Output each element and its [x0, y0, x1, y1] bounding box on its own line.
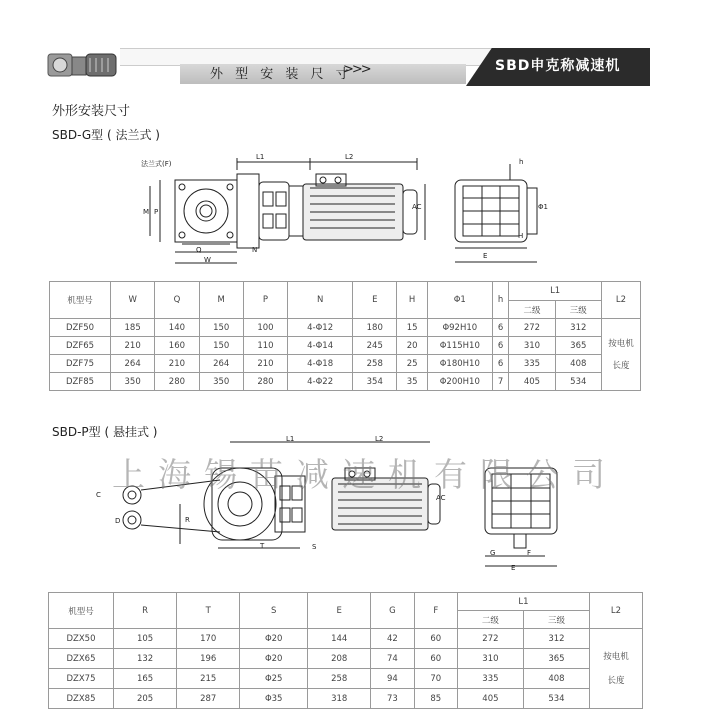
p-cell: Φ20 — [240, 649, 308, 669]
g-cell: 350 — [111, 373, 155, 391]
p-col-l1-three: 三级 — [523, 611, 589, 629]
p-cell: 272 — [457, 629, 523, 649]
g-type-drawing — [130, 140, 650, 270]
g-cell: 264 — [111, 355, 155, 373]
g-cell: Φ180H10 — [427, 355, 492, 373]
table-row — [50, 337, 641, 355]
g-cell: 150 — [199, 337, 243, 355]
p-l2-note-2: 长度 — [607, 675, 625, 686]
g-cell: 4-Φ14 — [288, 337, 353, 355]
p-col-l2: L2 — [590, 593, 643, 629]
g-label-h: h — [519, 158, 524, 166]
g-cell: 4-Φ18 — [288, 355, 353, 373]
g-cell: 272 — [509, 319, 555, 337]
g-col-n: N — [288, 282, 353, 319]
g-cell: 6 — [492, 337, 509, 355]
g-cell: 264 — [199, 355, 243, 373]
header-subtitle: 外 型 安 装 尺 寸 — [210, 67, 353, 82]
p-cell: 365 — [523, 649, 589, 669]
p-cell: Φ20 — [240, 629, 308, 649]
g-cell: DZF85 — [50, 373, 111, 391]
p-cell: 310 — [457, 649, 523, 669]
p-cell: 42 — [371, 629, 414, 649]
g-col-e: E — [353, 282, 397, 319]
p-cell: 196 — [177, 649, 240, 669]
g-label-n: N — [252, 246, 258, 254]
p-label-g: G — [490, 549, 496, 557]
g-cell: 310 — [509, 337, 555, 355]
g-label-phi1: Φ1 — [538, 203, 548, 211]
g-cell: 312 — [555, 319, 601, 337]
g-col-h: h — [492, 282, 509, 319]
g-label-ac: AC — [412, 203, 422, 211]
p-cell: DZX50 — [49, 629, 114, 649]
g-cell: 6 — [492, 355, 509, 373]
p-label-f: F — [527, 549, 532, 557]
section-title: 外形安装尺寸 — [52, 104, 131, 119]
g-type-title: SBD-G型 ( 法兰式 ) — [52, 128, 160, 142]
g-cell: 160 — [155, 337, 199, 355]
table-row — [50, 373, 641, 391]
p-cell: 408 — [523, 669, 589, 689]
header-title: SBD申克称减速机 — [495, 58, 621, 74]
table-row — [49, 649, 643, 669]
p-cell: 318 — [308, 689, 371, 709]
g-cell: 408 — [555, 355, 601, 373]
table-row — [49, 669, 643, 689]
p-cell: 205 — [114, 689, 177, 709]
p-cell: 70 — [414, 669, 457, 689]
p-cell: 94 — [371, 669, 414, 689]
g-cell: DZF75 — [50, 355, 111, 373]
p-cell: 208 — [308, 649, 371, 669]
p-cell: 60 — [414, 649, 457, 669]
g-cell: 350 — [199, 373, 243, 391]
g-cell: Φ200H10 — [427, 373, 492, 391]
table-row — [50, 355, 641, 373]
table-row — [49, 629, 643, 649]
g-cell: 110 — [243, 337, 287, 355]
g-label-p: P — [154, 208, 159, 216]
g-cell: 210 — [243, 355, 287, 373]
p-cell: 312 — [523, 629, 589, 649]
p-col-f: F — [414, 593, 457, 629]
g-cell: 140 — [155, 319, 199, 337]
g-cell: DZF50 — [50, 319, 111, 337]
table-row — [50, 319, 641, 337]
p-cell: 215 — [177, 669, 240, 689]
g-cell: 4-Φ22 — [288, 373, 353, 391]
p-l2-note — [590, 629, 643, 709]
g-col-model: 机型号 — [50, 282, 111, 319]
g-cell: 35 — [397, 373, 427, 391]
p-col-e: E — [308, 593, 371, 629]
g-type-table — [49, 281, 641, 391]
g-col-l1-two: 二级 — [509, 301, 555, 319]
p-cell: DZX65 — [49, 649, 114, 669]
p-label-l2: L2 — [375, 435, 384, 443]
g-cell: 210 — [155, 355, 199, 373]
p-cell: 105 — [114, 629, 177, 649]
g-cell: 6 — [492, 319, 509, 337]
g-cell: 7 — [492, 373, 509, 391]
g-col-q: Q — [155, 282, 199, 319]
p-cell: 60 — [414, 629, 457, 649]
g-l2-note-2: 长度 — [612, 360, 630, 371]
gearmotor-logo-icon — [44, 48, 122, 82]
p-cell: 287 — [177, 689, 240, 709]
g-col-l1: L1 — [509, 282, 602, 301]
g-cell: 20 — [397, 337, 427, 355]
p-cell: 73 — [371, 689, 414, 709]
p-cell: 335 — [457, 669, 523, 689]
g-cell: 185 — [111, 319, 155, 337]
p-cell: 258 — [308, 669, 371, 689]
g-label-l1: L1 — [256, 153, 265, 161]
p-cell: Φ25 — [240, 669, 308, 689]
p-label-c: C — [96, 491, 101, 499]
g-cell: 534 — [555, 373, 601, 391]
g-cell: 365 — [555, 337, 601, 355]
g-label-flange: 法兰式(F) — [141, 160, 172, 168]
g-col-phi1: Φ1 — [427, 282, 492, 319]
g-label-m: M — [143, 208, 150, 216]
p-cell: 132 — [114, 649, 177, 669]
g-cell: 354 — [353, 373, 397, 391]
p-col-r: R — [114, 593, 177, 629]
p-cell: 85 — [414, 689, 457, 709]
p-col-t: T — [177, 593, 240, 629]
g-cell: 280 — [155, 373, 199, 391]
g-cell: 335 — [509, 355, 555, 373]
p-col-s: S — [240, 593, 308, 629]
g-col-m: M — [199, 282, 243, 319]
p-cell: Φ35 — [240, 689, 308, 709]
g-col-hH: H — [397, 282, 427, 319]
p-label-r: R — [185, 516, 190, 524]
p-label-ac: AC — [436, 494, 446, 502]
header-chevrons: >>> — [343, 62, 370, 77]
p-type-table — [48, 592, 643, 709]
g-label-w: W — [204, 256, 211, 264]
p-label-e: E — [511, 564, 516, 572]
p-label-t: T — [260, 542, 265, 550]
g-cell: 180 — [353, 319, 397, 337]
p-cell: 405 — [457, 689, 523, 709]
p-type-title: SBD-P型 ( 悬挂式 ) — [52, 425, 158, 439]
g-cell: 280 — [243, 373, 287, 391]
p-cell: 534 — [523, 689, 589, 709]
table-row — [49, 689, 643, 709]
p-cell: 74 — [371, 649, 414, 669]
p-label-s: S — [312, 543, 317, 551]
g-l2-note — [602, 319, 641, 391]
p-col-model: 机型号 — [49, 593, 114, 629]
p-col-l1-two: 二级 — [457, 611, 523, 629]
g-label-q: Q — [196, 246, 202, 254]
watermark: 上海锡苗减速机有限公司 — [112, 455, 618, 494]
g-col-l1-three: 三级 — [555, 301, 601, 319]
g-label-hH: H — [518, 232, 524, 240]
g-cell: DZF65 — [50, 337, 111, 355]
p-label-d: D — [115, 517, 121, 525]
p-cell: 144 — [308, 629, 371, 649]
g-label-l2: L2 — [345, 153, 354, 161]
g-cell: Φ92H10 — [427, 319, 492, 337]
g-cell: 15 — [397, 319, 427, 337]
g-col-l2: L2 — [602, 282, 641, 319]
p-cell: 170 — [177, 629, 240, 649]
p-cell: 165 — [114, 669, 177, 689]
p-label-l1: L1 — [286, 435, 295, 443]
g-cell: 100 — [243, 319, 287, 337]
g-cell: 4-Φ12 — [288, 319, 353, 337]
g-cell: 258 — [353, 355, 397, 373]
g-cell: 245 — [353, 337, 397, 355]
p-l2-note-1: 按电机 — [603, 651, 629, 662]
g-col-w: W — [111, 282, 155, 319]
p-col-g: G — [371, 593, 414, 629]
g-col-p: P — [243, 282, 287, 319]
g-cell: 150 — [199, 319, 243, 337]
p-cell: DZX85 — [49, 689, 114, 709]
g-cell: 210 — [111, 337, 155, 355]
g-cell: Φ115H10 — [427, 337, 492, 355]
g-cell: 405 — [509, 373, 555, 391]
p-col-l1: L1 — [457, 593, 589, 611]
g-cell: 25 — [397, 355, 427, 373]
g-l2-note-1: 按电机 — [608, 338, 634, 349]
p-cell: DZX75 — [49, 669, 114, 689]
g-label-e: E — [483, 252, 488, 260]
